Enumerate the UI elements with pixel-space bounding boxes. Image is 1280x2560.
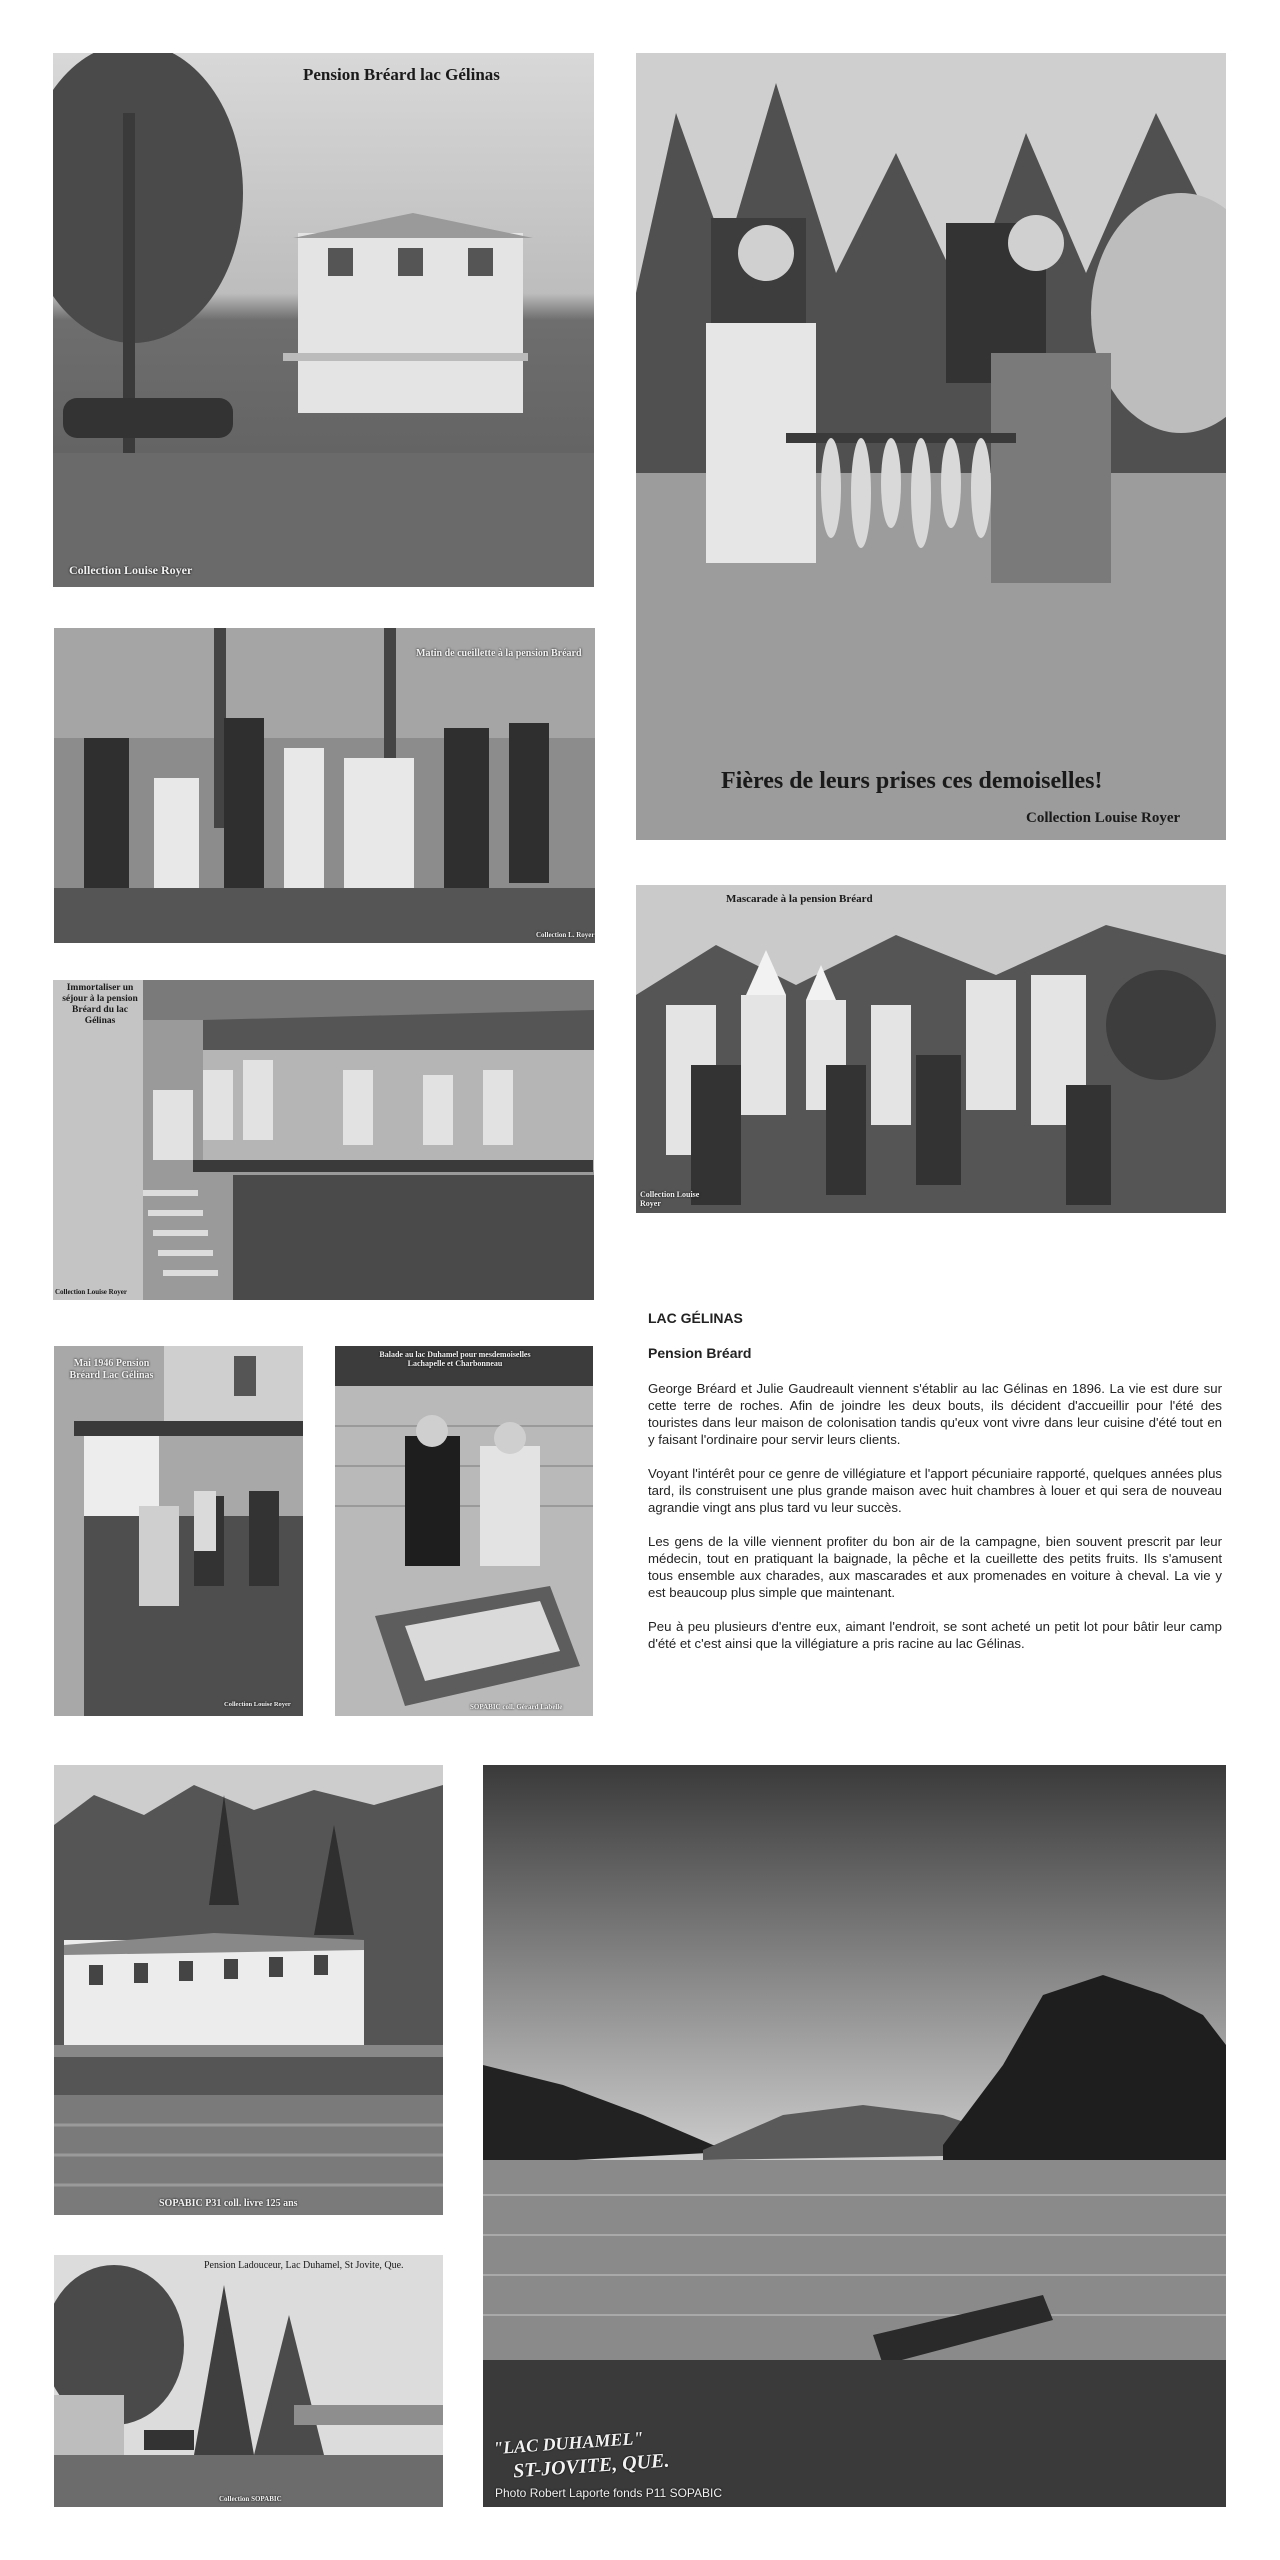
photo-pension-breard-credit: Collection Louise Royer (69, 563, 193, 577)
photo-cueillette-title: Matin de cueillette à la pension Bréard (416, 648, 582, 659)
photo-cueillette-credit: Collection L. Royer (536, 931, 595, 939)
photo-balade-image (335, 1346, 593, 1716)
photo-pension-breard (53, 53, 594, 587)
photo-mascarade (636, 885, 1226, 1213)
photo-balade-credit: SOPABIC coll. Gérard Labelle (470, 1703, 563, 1711)
photo-ladouceur-carte-image (54, 2255, 443, 2507)
photo-balade (335, 1346, 593, 1716)
photo-demoiselles-title: Fières de leurs prises ces demoiselles! (721, 768, 1103, 794)
photo-mai-1946 (54, 1346, 303, 1716)
photo-mai-1946-image (54, 1346, 303, 1716)
photo-mascarade-credit: Collection Louise Royer (640, 1190, 700, 1209)
photo-ladouceur-maison-image (54, 1765, 443, 2215)
photo-pension-breard-title: Pension Bréard lac Gélinas (303, 65, 500, 84)
photo-pension-breard-image (53, 53, 594, 587)
photo-ladouceur-maison-credit: SOPABIC P31 coll. livre 125 ans (159, 2198, 298, 2209)
photo-lac-duhamel-handwriting-2: ST-JOVITE, QUE. (512, 2449, 671, 2483)
article-lac-gelinas (648, 1310, 1222, 1669)
photo-ladouceur-carte-title: Pension Ladouceur, Lac Duhamel, St Jovite, Que. (204, 2260, 404, 2271)
photo-sejour-image (53, 980, 594, 1300)
photo-ladouceur-maison (54, 1765, 443, 2215)
article-paragraph-4: Peu à peu plusieurs d'entre eux, aimant l'endroit, se sont acheté un petit lot pour bâtir leur camp d'été et c'est ainsi que la villégiature a pris racine au lac Gélinas. (648, 1619, 1222, 1651)
photo-sejour (53, 980, 594, 1300)
article-paragraph-2: Voyant l'intérêt pour ce genre de villégiature et l'apport pécuniaire rapporté, quelques années plus tard, ils construisent une plus grande maison avec huit chambres à louer et qui sera de nouveau agrandie vingt ans plus tard vu leur succès. (648, 1466, 1222, 1515)
photo-demoiselles-image (636, 53, 1226, 840)
photo-cueillette (54, 628, 595, 943)
photo-mai-1946-title: Mai 1946 Pension Bréard Lac Gélinas (69, 1358, 154, 1381)
article-paragraph-1: George Bréard et Julie Gaudreault viennent s'établir au lac Gélinas en 1896. La vie est dure sur cette terre de roches. Afin de joindre les deux bouts, ils décident d'accueillir pour l'été des touristes dans leur maison de colonisation tandis qu'eux vont vivre dans leur cuisine d'été tout en y faisant l'ordinaire pour servir leurs clients. (648, 1381, 1222, 1447)
photo-mascarade-image (636, 885, 1226, 1213)
photo-ladouceur-carte-credit: Collection SOPABIC (219, 2495, 282, 2503)
photo-balade-title: Balade au lac Duhamel pour mesdemoiselles Lachapelle et Charbonneau (379, 1350, 531, 1369)
photo-mai-1946-credit: Collection Louise Royer (224, 1701, 291, 1708)
photo-demoiselles (636, 53, 1226, 840)
article-paragraph-3: Les gens de la ville viennent profiter du bon air de la campagne, bien souvent prescrit par leur médecin, tout en pratiquant la baignade, la pêche et la cueillette des petits fruits. Ils s'amusent tous ensemble aux charades, aux mascarades et aux promenades en voiture à cheval. La vie y est beaucoup plus simple que maintenant. (648, 1534, 1222, 1600)
photo-sejour-title: Immortaliser un séjour à la pension Bréard du lac Gélinas (62, 983, 138, 1026)
photo-cueillette-image (54, 628, 595, 943)
photo-mascarade-title: Mascarade à la pension Bréard (726, 893, 873, 905)
photo-ladouceur-carte (54, 2255, 443, 2507)
photo-lac-duhamel-handwriting-1: "LAC DUHAMEL" (492, 2427, 645, 2459)
article-heading: LAC GÉLINAS (648, 1310, 743, 1326)
photo-demoiselles-credit: Collection Louise Royer (1026, 810, 1181, 826)
article-subheading: Pension Bréard (648, 1345, 752, 1361)
photo-lac-duhamel-image (483, 1765, 1226, 2507)
photo-sejour-credit: Collection Louise Royer (55, 1288, 127, 1296)
photo-lac-duhamel-credit: Photo Robert Laporte fonds P11 SOPABIC (495, 2486, 723, 2500)
photo-lac-duhamel (483, 1765, 1226, 2507)
